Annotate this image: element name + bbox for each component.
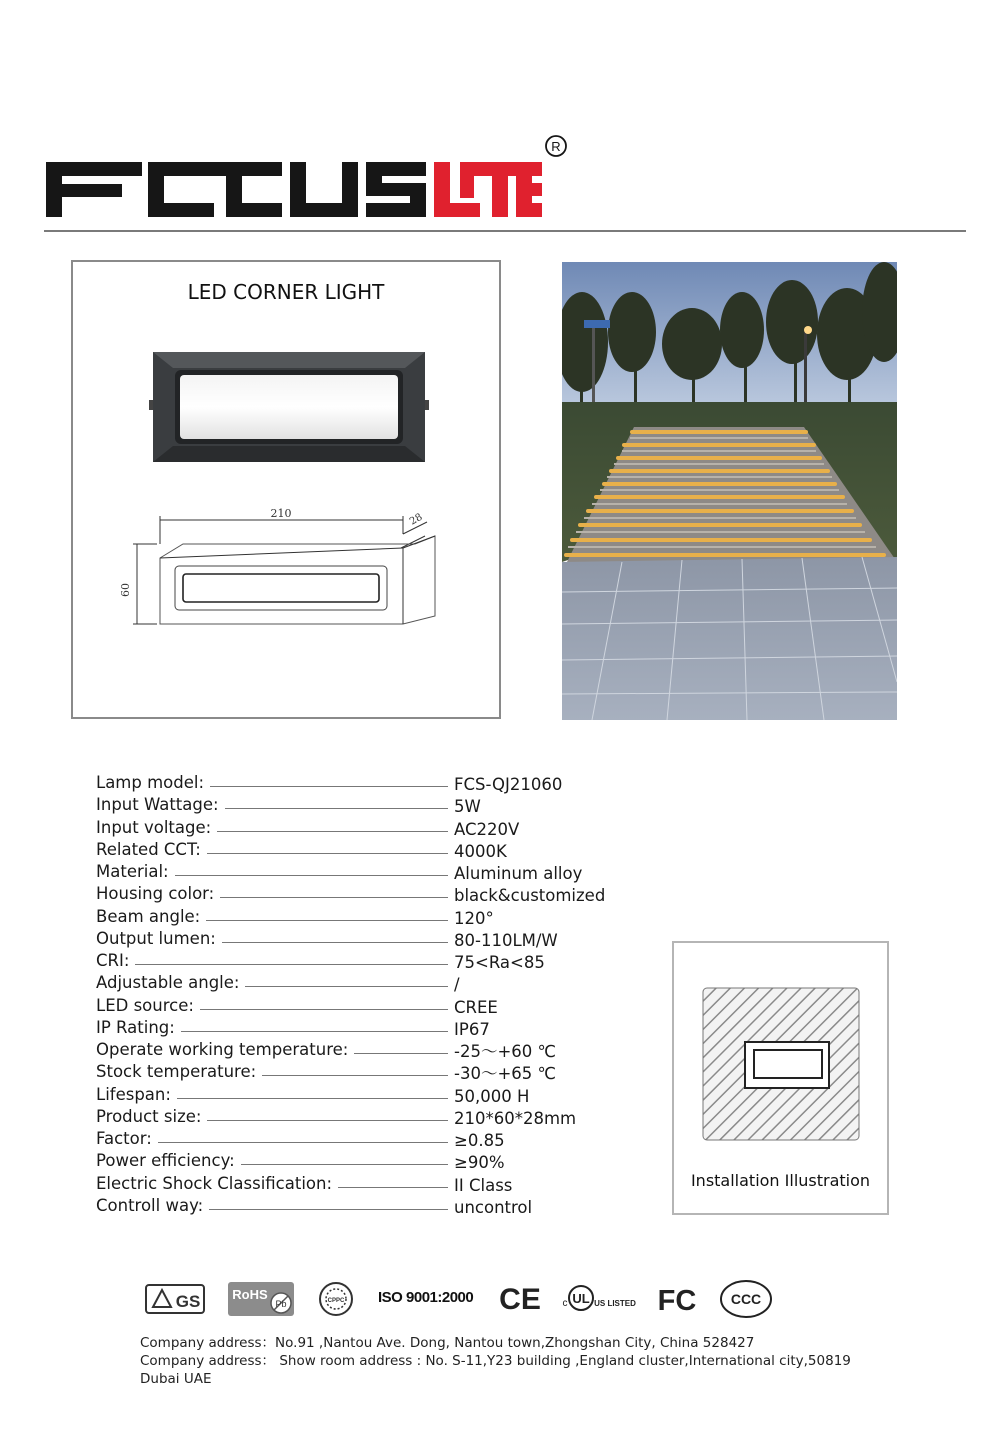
company-address-factory: Company address：No.91 ,Nantou Ave. Dong, Nantou town,Zhongshan City, China 528427 (140, 1335, 755, 1351)
installation-illustration-panel (672, 941, 889, 1215)
rohs-cert-icon (228, 1282, 294, 1316)
installation-wall-drawing (702, 987, 860, 1141)
spec-value: IP67 (454, 1019, 490, 1039)
spec-value: 210*60*28mm (454, 1108, 577, 1128)
spec-label: Electric Shock Classification: (96, 1173, 338, 1195)
spec-value: -25～+60 ℃ (454, 1042, 557, 1061)
spec-value: black&customized (454, 886, 606, 906)
spec-value: / (454, 975, 460, 995)
iso-9001-mark: ISO 9001:2000 (378, 1289, 474, 1306)
spec-row-control-way (96, 1195, 656, 1217)
lamp-front-view (149, 350, 429, 466)
spec-row-adjustable-angle (96, 972, 656, 994)
dimension-depth-label: 28 (408, 511, 425, 528)
spec-row-cri (96, 950, 656, 972)
fcc-mark-icon (658, 1285, 697, 1317)
spec-label: Beam angle: (96, 906, 206, 928)
gs-label: GS (175, 1292, 201, 1311)
spec-value: FCS-QJ21060 (454, 775, 563, 794)
pb-label: Pb (275, 1299, 287, 1309)
spec-value: 5W (454, 797, 481, 817)
spec-label: Product size: (96, 1106, 207, 1128)
company-address-showroom: Company address： Show room address : No. S-11,Y23 building ,England cluster,International city,50819 Dubai UAE (140, 1353, 851, 1387)
spec-list (96, 772, 656, 1217)
ce-label: CE (499, 1283, 541, 1316)
spec-row-operate-temperature (96, 1039, 656, 1061)
spec-value: 75<Ra<85 (454, 953, 545, 972)
logo-lite-letters (434, 162, 542, 217)
registered-mark (546, 136, 566, 156)
spec-row-lamp-model (96, 772, 656, 794)
ul-c-label: c (562, 1298, 568, 1309)
spec-value: 50,000 H (454, 1086, 530, 1106)
outdoor-stairs-photo (562, 262, 897, 720)
product-drawing-panel (71, 260, 501, 719)
cppc-cert-icon (320, 1283, 352, 1315)
ccc-mark-icon (721, 1281, 771, 1317)
spec-value: CREE (454, 997, 498, 1017)
spec-row-housing-color (96, 883, 656, 905)
spec-value: ≥90% (454, 1153, 505, 1173)
spec-row-ip-rating (96, 1017, 656, 1039)
spec-row-related-cct (96, 839, 656, 861)
logo-focus-letters (46, 162, 426, 217)
spec-label: Stock temperature: (96, 1061, 262, 1083)
spec-row-input-wattage (96, 794, 656, 816)
spec-row-led-source (96, 995, 656, 1017)
spec-row-power-efficiency (96, 1150, 656, 1172)
fc-label: FC (657, 1285, 697, 1317)
spec-label: Operate working temperature: (96, 1039, 354, 1061)
ul-us-label: US LISTED (594, 1299, 636, 1308)
gs-cert-icon (146, 1285, 204, 1313)
registered-mark-letter: R (551, 139, 561, 154)
spec-row-stock-temperature (96, 1061, 656, 1083)
spec-value: -30～+65 ℃ (454, 1064, 557, 1084)
ul-label: UL (572, 1291, 590, 1306)
spec-value: AC220V (454, 819, 520, 839)
spec-label: Related CCT: (96, 839, 207, 861)
spec-value: II Class (454, 1175, 513, 1195)
spec-label: Factor: (96, 1128, 158, 1150)
ccc-label: CCC (730, 1291, 762, 1307)
spec-label: Power efficiency: (96, 1150, 241, 1172)
spec-label: Housing color: (96, 883, 220, 905)
spec-label: Input voltage: (96, 817, 217, 839)
spec-label: CRI: (96, 950, 135, 972)
spec-value: 120° (454, 908, 494, 928)
spec-row-material (96, 861, 656, 883)
spec-value: uncontrol (454, 1197, 533, 1217)
leader-line (102, 964, 448, 965)
spec-row-beam-angle (96, 906, 656, 928)
spec-label: LED source: (96, 995, 200, 1017)
installation-caption: Installation Illustration (690, 1171, 871, 1190)
spec-label: Adjustable angle: (96, 972, 245, 994)
cppc-label: CPPC (327, 1298, 345, 1304)
spec-label: IP Rating: (96, 1017, 181, 1039)
spec-value: 4000K (454, 841, 507, 861)
dimension-height-label: 60 (119, 583, 132, 597)
spec-row-factor (96, 1128, 656, 1150)
spec-label: Output lumen: (96, 928, 222, 950)
spec-row-output-lumen (96, 928, 656, 950)
rohs-label: RoHS (232, 1287, 268, 1302)
dimension-length-label: 210 (270, 508, 292, 520)
spec-label: Controll way: (96, 1195, 209, 1217)
spec-value: Aluminum alloy (454, 864, 583, 883)
spec-value: ≥0.85 (454, 1131, 505, 1150)
header-divider (44, 230, 966, 232)
ul-listed-icon (563, 1286, 637, 1310)
product-title: LED CORNER LIGHT (187, 280, 385, 304)
lamp-dimension-drawing (113, 508, 453, 628)
spec-label: Input Wattage: (96, 794, 225, 816)
ce-mark-icon (499, 1283, 541, 1316)
spec-row-lifespan (96, 1084, 656, 1106)
spec-label: Lifespan: (96, 1084, 177, 1106)
focuslite-logo (44, 132, 574, 232)
spec-row-product-size (96, 1106, 656, 1128)
spec-value: 80-110LM/W (454, 930, 558, 950)
footer-addresses (140, 1334, 880, 1388)
spec-row-shock-classification (96, 1173, 656, 1195)
spec-label: Material: (96, 861, 175, 883)
spec-row-input-voltage (96, 817, 656, 839)
spec-label: Lamp model: (96, 772, 210, 794)
